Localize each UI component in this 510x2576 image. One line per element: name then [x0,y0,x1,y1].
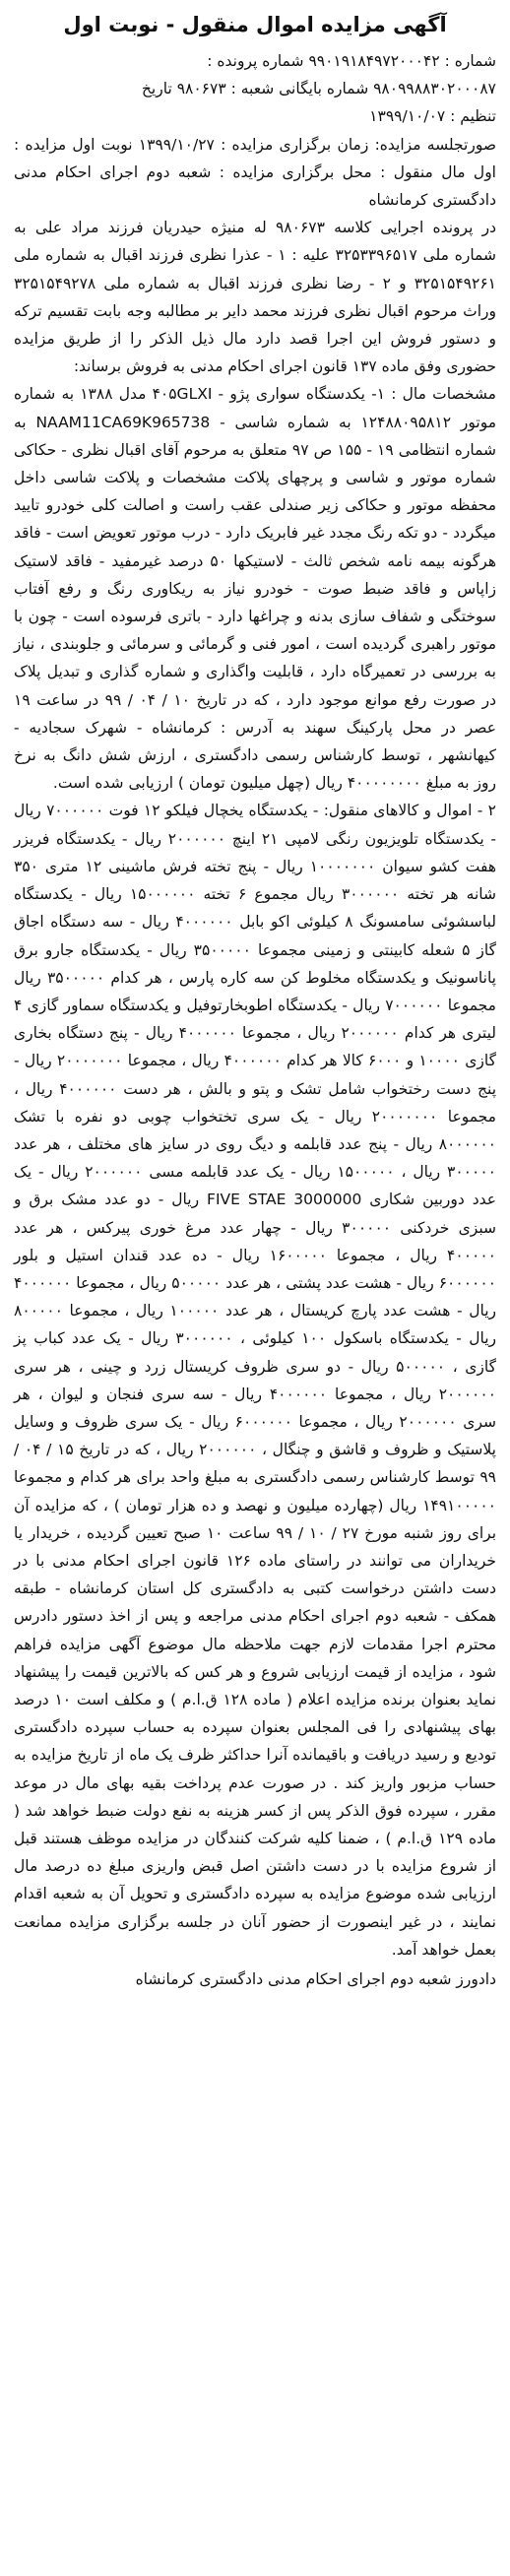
notice-title: آگهی مزایده اموال منقول - نوبت اول [63,13,447,36]
notice-signature: دادورز شعبه دوم اجرای احکام مدنی دادگستری کرمانشاه [135,1970,496,1989]
header-line-number: شماره : ۹۹۰۱۹۱۸۴۹۷۲۰۰۰۴۲ شماره پرونده : [207,52,496,70]
paragraph-goods: ۲ - اموال و کالاهای منقول: - یکدستگاه یخچال فیلکو ۱۲ فوت ۷۰۰۰۰۰۰ ریال - یکدستگاه تلویزیون رنگی لامپی ۲۱ اینچ ۲۰۰۰۰۰۰ ریال - یکدستگاه فریزر هفت کشو سیوان ۱۰۰۰۰۰۰۰ ریال - پنج تخته فرش ماشینی ۱۲ متری ۳۵۰ شانه هر تخته ۳۰۰۰۰۰۰ ریال مجموع ۶ تخته ۱۵۰۰۰۰۰۰ ریال - یکدستگاه لباسشوئی سامسونگ ۸ کیلوئی اکو بابل ۴۰۰۰۰۰۰ ریال - سه دستگاه اجاق گاز ۵ شعله کابینتی و زمینی مجموعا ۳۵۰۰۰۰۰ ریال - یکدستگاه جارو برق پاناسونیک و یکدستگاه مخلوط کن سه کاره پارس ، هر کدام ۳۵۰۰۰۰۰ ریال مجموعا ۷۰۰۰۰۰۰ ریال - یکدستگاه اطوبخارتوفیل و یکدستگاه سماور گازی ۴ لیتری هر کدام ۲۰۰۰۰۰۰ ریال ، مجموعا ۴۰۰۰۰۰۰ ریال - پنج دستگاه بخاری گازی ۱۰۰۰۰ و ۶۰۰۰ کالا هر کدام ۴۰۰۰۰۰۰ ریال ، مجموعا ۲۰۰۰۰۰۰۰ ریال - پنج دست رختخواب شامل تشک و پتو و بالش ، هر دست ۴۰۰۰۰۰۰ ریال ، مجموعا ۲۰۰۰۰۰۰۰ ریال - یک سری تختخواب چوبی دو نفره با تشک ۸۰۰۰۰۰۰ ریال - پنج عدد قابلمه و دیگ روی در سایز های مختلف ، هر عدد ۳۰۰۰۰۰ ریال ، ۱۵۰۰۰۰۰ ریال - یک عدد قابلمه مسی ۲۰۰۰۰۰۰ ریال - یک عدد دوربین شکاری FIVE STAE 3000000 ریال - دو عدد مشک برق و سبزی خردکنی ۳۰۰۰۰۰ ریال - چهار عدد مرغ خوری پیرکس ، هر عدد ۴۰۰۰۰۰ ریال ، مجموعا ۱۶۰۰۰۰۰ ریال - ده عدد قندان استیل و بلور ۶۰۰۰۰۰۰ ریال - هشت عدد پشتی ، هر عدد ۵۰۰۰۰۰ ریال ، مجموعا ۴۰۰۰۰۰۰ ریال - هشت عدد پارچ کریستال ، هر عدد ۱۰۰۰۰۰ ریال ، مجموعا ۸۰۰۰۰۰ ریال - یکدستگاه باسکول ۱۰۰ کیلوئی ، ۳۰۰۰۰۰۰ ریال - یک عدد کباب پز گازی ، ۵۰۰۰۰۰ ریال - دو سری ظروف کریستال زرد و چینی ، هر سری ۲۰۰۰۰۰۰ ریال ، مجموعا ۴۰۰۰۰۰۰ ریال - سه سری فنجان و لیوان ، هر سری ۲۰۰۰۰۰۰ ریال ، مجموعا ۶۰۰۰۰۰۰ ریال - یک سری ظروف و وسایل پلاستیک و ظروف و قاشق و چنگال ، ۲۰۰۰۰۰۰ ریال ، که در تاریخ ۱۵ / ۰۴ / ۹۹ توسط کارشناس رسمی دادگستری به مبلغ واحد برای هر کدام و مجموعا ۱۴۹۱۰۰۰۰۰ ریال (چهارده میلیون و نهصد و ده هزار تومان ) ، که مزایده آن برای روز شنبه مورخ ۲۷ / ۱۰ / ۹۹ ساعت ۱۰ صبح تعیین گردیده ، خریدار یا خریداران می توانند در راستای ماده ۱۲۶ قانون اجرای احکام مدنی با در دست داشتن درخواست کتبی به دادگستری کل استان کرمانشاه - طبقه همکف - شعبه دوم اجرای احکام مدنی مراجعه و پس از اخذ دستور دادرس محترم اجرا مقدمات لازم جهت ملاحظه مال موضوع آگهی مزایده فراهم شود ، مزایده از قیمت ارزیابی شروع و هر کس که بالاترین قیمت را پیشنهاد نماید بعنوان برنده مزایده اعلام ( ماده ۱۲۸ ق.ا.م ) و مکلف است ۱۰ درصد بهای پیشنهادی را فی المجلس بعنوان سپرده به حساب سپرده دادگستری تودیع و رسید دریافت و باقیمانده آنرا حداکثر ظرف یک ماه از تاریخ مزایده به حساب مزبور واریز کند . در صورت عدم پرداخت بقیه بهای مال در موعد مقرر ، سپرده فوق الذکر پس از کسر هزینه به نفع دولت ضبط خواهد شد ( ماده ۱۲۹ ق.ا.م ) ، ضمنا کلیه شرکت کنندگان در مزایده موظف هستند قبل از شروع مزایده با در دست داشتن اصل قبض واریزی مبلغ ده درصد مال ارزیابی شده موضوع مزایده به سپرده دادگستری و تحویل آن به شعبه اقدام نمایند ، در غیر اینصورت از حضور آنان در جلسه برگزاری مزایده ممانعت بعمل خواهد آمد. [14,802,497,1959]
paragraph-vehicle: مشخصات مال : ۱- یکدستگاه سواری پژو - ۴۰۵GLXI مدل ۱۳۸۸ به شماره موتور ۱۲۴۸۸۰۹۵۸۱۲ به شماره شاسی - NAAM11CA69K965738 به شماره انتظامی ۱۹ - ۱۵۵ ص ۹۷ متعلق به مرحوم آقای اقبال نظری - حکاکی شماره موتور و شاسی و پرچهای پلاکت مشخصات و پلاکت شاسی داخل محفظه موتور و حکاکی زیر صندلی عقب راست و اصالت کلی خودرو تایید میگردد - دو تکه رنگ مجدد غیر فابریک دارد - درب موتور تعویض است - فاقد هرگونه بیمه نامه شخص ثالث - لاستیکها ۵۰ درصد غیرمفید - فاقد لاستیک زاپاس و فاقد ضبط صوت - خودرو نیاز به ریکاوری رنگ و رفع آفتاب سوختگی و شفاف سازی بدنه و چراغها دارد - باتری فرسوده است - چون با موتور راهبری گردیده است ، امور فنی و گرمائی و سرمائی و جلوبندی ، نیاز به بررسی در تعمیرگاه دارد ، قابلیت واگذاری و شماره گذاری و تبدیل پلاک در صورت رفع موانع موجود دارد ، که در تاریخ ۱۰ / ۰۴ / ۹۹ در ساعت ۱۹ عصر در محل پارکینگ سهند به آدرس : کرمانشاه - شهرک سجادیه - کیهانشهر ، توسط کارشناس رسمی دادگستری ، ارزش شش دانگ به نرخ روز به مبلغ ۴۰۰۰۰۰۰۰۰ ریال (چهل میلیون تومان ) ارزیابی شده است. [14,385,497,793]
paragraph-case: در پرونده اجرایی کلاسه ۹۸۰۶۷۳ له منیژه حیدریان فرزند مراد علی به شماره ملی ۳۲۵۳۳۹۶۵۱۷ علیه : ۱ - عذرا نظری فرزند اقبال به شماره ملی ۳۲۵۱۵۴۹۲۶۱ و ۲ - رضا نظری فرزند اقبال به شماره ملی ۳۲۵۱۵۴۹۲۷۸ وراث مرحوم اقبال نظری فرزند محمد دایر بر مطالبه وجه بابت تقسیم ترکه و دستور فروش این اجرا قصد دارد مال ذیل الذکر را از طریق مزایده حضوری وفق ماده ۱۳۷ قانون اجرای احکام مدنی به فروش برساند: [14,219,496,376]
notice-header [14,47,496,131]
paragraph-session: صورتجلسه مزایده: زمان برگزاری مزایده : ۱۳۹۹/۱۰/۲۷ نوبت اول مزایده : اول مال منقول : محل برگزاری مزایده : شعبه دوم اجرای احکام مدنی دادگستری کرمانشاه [14,135,496,210]
header-line-archive: ۹۸۰۹۹۸۸۳۰۲۰۰۰۸۷ شماره بایگانی شعبه : ۹۸۰۶۷۳ تاریخ [141,80,496,98]
header-line-date: تنظیم : ۱۳۹۹/۱۰/۰۷ [369,107,496,126]
